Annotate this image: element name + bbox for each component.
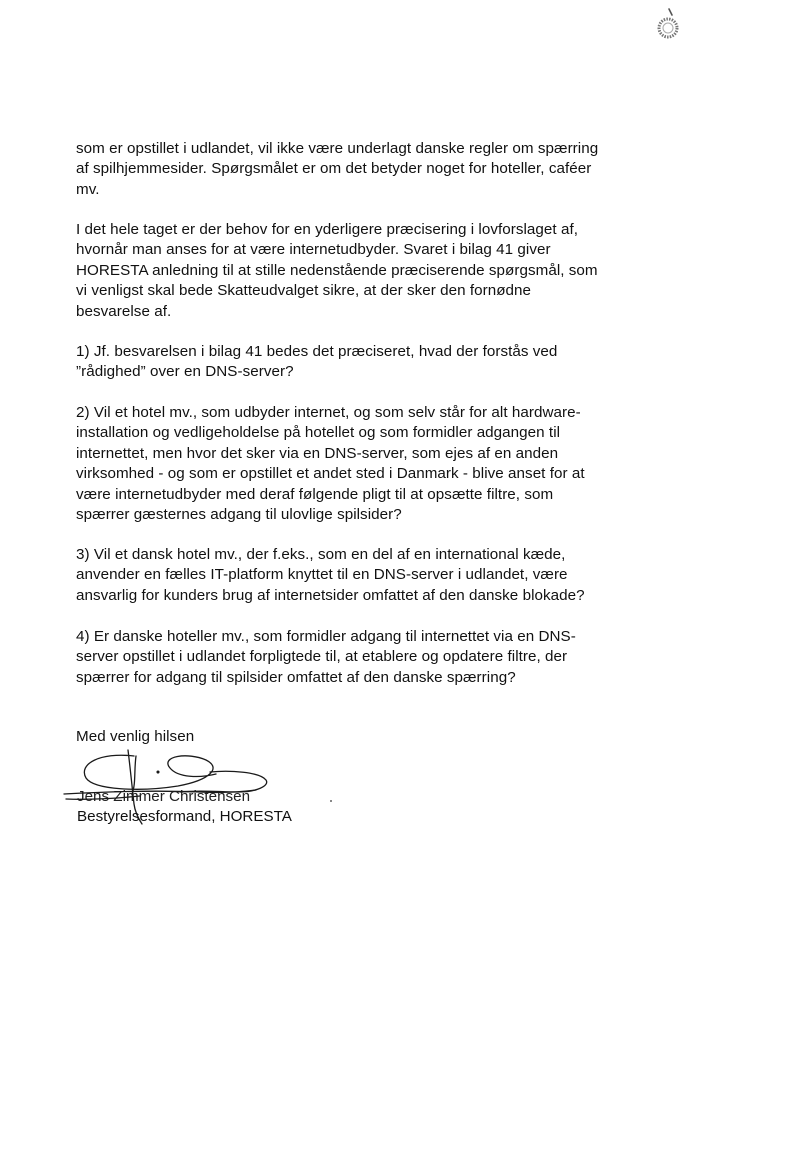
text-line: ”rådighed” over en DNS-server? [76,363,294,381]
text-line: 4) Er danske hoteller mv., som formidler adgang til internettet via en DNS- [76,628,576,645]
text-line: være internetudbyder med deraf følgende pligt til at opsætte filtre, som [76,485,554,503]
text-line: installation og vedligeholdelse på hotellet og som formidler adgangen til [76,424,561,442]
question-4 [76,627,616,688]
text-line: som er opstillet i udlandet, vil ikke være underlagt danske regler om spærring [76,140,599,157]
question-3 [76,545,616,606]
signatory-title: Bestyrelsesformand, HORESTA [77,808,292,825]
signatory-name: Jens Zimmer Christensen [77,788,251,805]
body-paragraph-1 [76,139,616,200]
text-line: mv. [76,180,100,198]
text-line: 3) Vil et dansk hotel mv., der f.eks., som en del af en international kæde, [76,546,566,563]
text-line: I det hele taget er der behov for en yderligere præcisering i lovforslaget af, [76,221,578,238]
scan-speck [330,800,332,802]
text-line: anvender en fælles IT-platform knyttet til en DNS-server i udlandet, være [76,566,568,584]
text-line: 1) Jf. besvarelsen i bilag 41 bedes det præciseret, hvad der forstås ved [76,343,558,360]
text-line: server opstillet i udlandet forpligtede til, at etablere og opdatere filtre, der [76,648,568,666]
text-line: spærrer for adgang til spilsider omfattet af den danske spærring? [76,668,516,686]
body-paragraph-2 [76,220,616,322]
text-line: HORESTA anledning til at stille nedenstående præciserende spørgsmål, som [76,261,598,279]
text-line: internettet, men hvor det sker via en DNS-server, som ejes af en anden [76,444,559,462]
text-line: af spilhjemmesider. Spørgsmålet er om det betyder noget for hoteller, caféer [76,160,592,178]
text-line: ansvarlig for kunders brug af internetsider omfattet af den danske blokade? [76,586,585,604]
text-line: 2) Vil et hotel mv., som udbyder internet, og som selv står for alt hardware- [76,404,581,421]
closing-salutation: Med venlig hilsen [76,728,195,745]
text-line: vi venligst skal bede Skatteudvalget sikre, at der sker den fornødne [76,282,532,300]
text-line: hvornår man anses for at være internetudbyder. Svaret i bilag 41 giver [76,241,551,259]
text-line: virksomhed - og som er opstillet et andet sted i Danmark - blive anset for at [76,465,585,483]
horesta-logo-icon [650,6,686,42]
text-line: besvarelse af. [76,302,172,320]
question-1 [76,342,616,383]
question-2 [76,403,616,525]
text-line: spærrer gæsternes adgang til ulovlige spilsider? [76,506,402,524]
